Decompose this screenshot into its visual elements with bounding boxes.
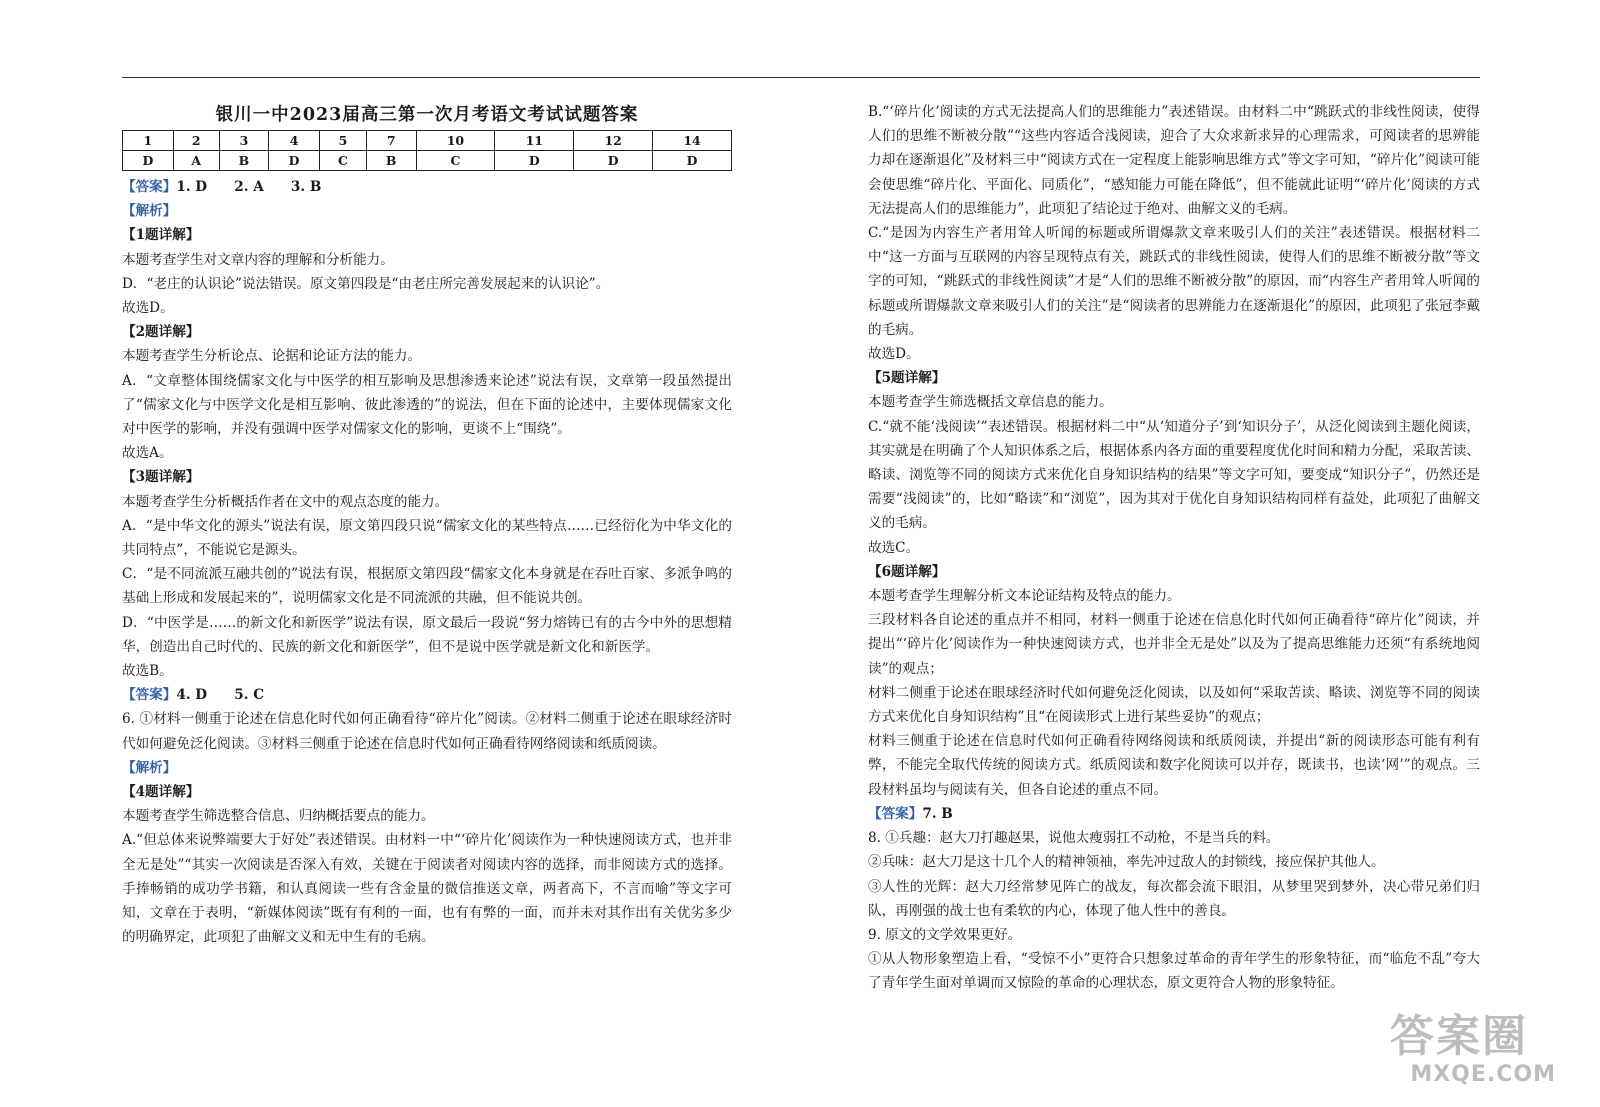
- page-title: 银川一中2023届高三第一次月考语文考试试题答案: [215, 105, 639, 125]
- question-number-cell: 5: [319, 131, 366, 151]
- body-paragraph: 故选C。: [868, 539, 920, 556]
- watermark-text: 答案圈: [1390, 1011, 1528, 1062]
- body-paragraph: 本题考查学生筛选整合信息、归纳概括要点的能力。: [122, 808, 435, 825]
- body-paragraph: A．“文章整体围绕儒家文化与中医学的相互影响及思想渗透来论述”说法有误，文章第一段虽然提出了“儒家文化与中医学文化是相互影响、彼此渗透的”的说法，但在下面的论述中，主要体现儒家文化对中医学的影响，并没有强调中医学对儒家文化的影响，更谈不上“围绕”。: [122, 372, 732, 438]
- question-heading: 【5题详解】: [868, 370, 946, 387]
- body-paragraph: 故选D。: [122, 300, 174, 317]
- body-paragraph: 本题考查学生对文章内容的理解和分析能力。: [122, 251, 394, 268]
- answer-cell: D: [653, 151, 732, 171]
- answer-cell: D: [269, 151, 320, 171]
- watermark-logo: [1390, 1011, 1560, 1091]
- section-tag-label: 【解析】: [122, 203, 177, 220]
- body-paragraph: ①从人物形象塑造上看，“受惊不小”更符合只想象过革命的青年学生的形象特征，而“临危不乱”夸大了青年学生面对单调而又惊险的革命的心理状态，原文更符合人物的形象特征。: [868, 951, 1480, 992]
- section-tag: [122, 175, 732, 199]
- left-column: [122, 100, 732, 950]
- answer-cell: C: [416, 151, 495, 171]
- top-rule: [122, 77, 1480, 78]
- section-tag: [868, 802, 1480, 826]
- body-paragraph: A．“是中华文化的源头”说法有误，原文第四段只说“儒家文化的某些特点……已经衍化为中华文化的共同特点”，不能说它是源头。: [122, 517, 732, 559]
- body-paragraph: 材料三侧重于论述在信息时代如何正确看待网络阅读和纸质阅读，并提出“新的阅读形态可能有利有弊，不能完全取代传统的阅读方式。纸质阅读和数字化阅读可以并存，既读书，也读‘网’”的观点。三段材料虽均与阅读有关，但各自论述的重点不同。: [868, 733, 1480, 798]
- body-paragraph: C.“就不能‘浅阅读’”表述错误。根据材料二中“从‘知道分子’到‘知识分子’，从泛化阅读到主题化阅读，其实就是在明确了个人知识体系之后，根据体系内各方面的重要程度优化时间和精力分配，采取苦读、略读、浏览等不同的阅读方式来优化自身知识结构的结果”等文字可知，要变成“知识分子”，仍然还是需要“浅阅读”的，比如“略读”和“浏览”，因为其对于优化自身知识结构同样有益处，此项犯了曲解文义的毛病。: [868, 418, 1480, 532]
- body-paragraph: ②兵味：赵大刀是这十几个人的精神领袖，率先冲过敌人的封锁线，接应保护其他人。: [868, 854, 1385, 871]
- question-number-cell: 4: [269, 131, 320, 151]
- body-paragraph: 8. ①兵趣：赵大刀打趣赵果，说他太瘦弱扛不动枪，不是当兵的料。: [868, 830, 1280, 847]
- body-paragraph: 故选D。: [868, 346, 920, 363]
- body-paragraph: 材料二侧重于论述在眼球经济时代如何避免泛化阅读，以及如何“采取苦读、略读、浏览等不同的阅读方式来优化自身知识结构”且“在阅读形式上进行某些妥协”的观点；: [868, 684, 1480, 726]
- answer-cell: D: [495, 151, 574, 171]
- body-paragraph: 9. 原文的文学效果更好。: [868, 926, 1022, 943]
- body-paragraph: D．“老庄的认识论”说法错误。原文第四段是“由老庄所完善发展起来的认识论”。: [122, 275, 610, 292]
- answer-table-answer-row: [123, 151, 732, 171]
- question-heading: 【4题详解】: [122, 784, 200, 801]
- section-tag: [122, 756, 732, 780]
- answer-table: [122, 130, 732, 171]
- answer-cell: A: [173, 151, 219, 171]
- body-paragraph: 本题考查学生分析概括作者在文中的观点态度的能力。: [122, 493, 449, 510]
- answer-summary: 1. D 2. A 3. B: [176, 179, 322, 195]
- body-paragraph: 本题考查学生分析论点、论据和论证方法的能力。: [122, 348, 422, 365]
- answer-summary: 4. D 5. C: [176, 687, 265, 704]
- right-column: [868, 100, 1480, 996]
- question-heading: 【1题详解】: [122, 227, 200, 244]
- body-paragraph: 本题考查学生理解分析文本论证结构及特点的能力。: [868, 588, 1181, 605]
- section-tag-label: 【答案】: [122, 179, 177, 195]
- question-number-cell: 2: [173, 131, 219, 151]
- question-number-cell: 3: [219, 131, 269, 151]
- answer-cell: D: [123, 151, 174, 171]
- body-paragraph: D．“中医学是……的新文化和新医学”说法有误，原文最后一段说“努力熔铸已有的古今中外的思想精华，创造出自己时代的、民族的新文化和新医学”，但不是说中医学就是新文化和新医学。: [122, 614, 732, 655]
- answer-summary: 7. B: [922, 805, 953, 822]
- section-tag-label: 【解析】: [122, 759, 177, 776]
- question-heading: 【3题详解】: [122, 469, 200, 486]
- right-body: [868, 100, 1480, 996]
- body-paragraph: B.“‘碎片化’阅读的方式无法提高人们的思维能力”表述错误。由材料二中“跳跃式的非线性阅读，使得人们的思维不断被分散”“这些内容适合浅阅读，迎合了大众求新求异的心理需求，可阅读者的思辨能力却在逐渐退化”及材料三中“阅读方式在一定程度上能影响思维方式”等文字可知，“碎片化”阅读可能会使思维“碎片化、平面化、同质化”，“感知能力可能在降低”，但不能就此证明“‘碎片化’阅读的方式无法提高人们的思维能力”，此项犯了结论过于绝对、曲解文义的毛病。: [868, 104, 1480, 217]
- body-paragraph: 三段材料各自论述的重点并不相同，材料一侧重于论述在信息化时代如何正确看待“碎片化”阅读，并提出“‘碎片化’阅读作为一种快速阅读方式，也并非全无是处”以及为了提高思维能力还须“有系统地阅读”的观点；: [868, 612, 1480, 677]
- question-number-cell: 1: [123, 131, 174, 151]
- body-paragraph: 故选A。: [122, 445, 173, 462]
- question-number-cell: 11: [495, 131, 574, 151]
- body-paragraph: A.“但总体来说弊端要大于好处”表述错误。由材料一中“‘碎片化’阅读作为一种快速阅读方式，也并非全无是处”“其实一次阅读是否深入有效，关键在于阅读者对阅读内容的选择，而非阅读方式的选择。手捧畅销的成功学书籍，和认真阅读一些有含金量的微信推送文章，两者高下，不言而喻”等文字可知，文章在于表明，“新媒体阅读”既有有利的一面，也有有弊的一面，而并未对其作出有关优劣多少的明确界定，此项犯了曲解文义和无中生有的毛病。: [122, 832, 732, 946]
- answer-cell: B: [219, 151, 269, 171]
- question-number-cell: 7: [366, 131, 416, 151]
- answer-table-number-row: [123, 131, 732, 151]
- question-heading: 【6题详解】: [868, 563, 946, 580]
- body-paragraph: ③人性的光辉：赵大刀经常梦见阵亡的战友，每次都会流下眼泪，从梦里哭到梦外，决心带兄弟们归队，再刚强的战士也有柔软的内心，体现了他人性中的善良。: [868, 878, 1480, 919]
- section-tag-label: 【答案】: [868, 805, 923, 822]
- body-paragraph: 故选B。: [122, 663, 173, 680]
- body-paragraph: C．“是不同流派互融共创的”说法有误，根据原文第四段“儒家文化本身就是在吞吐百家、多派争鸣的基础上形成和发展起来的”，说明儒家文化是不同流派的共融，但不能说共创。: [122, 566, 732, 607]
- body-paragraph: 6. ①材料一侧重于论述在信息化时代如何正确看待“碎片化”阅读。②材料二侧重于论述在眼球经济时代如何避免泛化阅读。③材料三侧重于论述在信息时代如何正确看待网络阅读和纸质阅读。: [122, 711, 732, 752]
- watermark-url: MXQE.COM: [1410, 1062, 1556, 1087]
- question-number-cell: 14: [653, 131, 732, 151]
- body-paragraph: C.“是因为内容生产者用耸人听闻的标题或所谓爆款文章来吸引人们的关注”表述错误。根据材料二中“这一方面与互联网的内容呈现特点有关，跳跃式的非线性阅读，使得人们的思维不断被分散”等文字的可知，“跳跃式的非线性阅读”才是“人们的思维不断被分散”的原因，而“内容生产者用耸人听闻的标题或所谓爆款文章来吸引人们的关注”是“阅读者的思辨能力在逐渐退化”的原因，此项犯了张冠李戴的毛病。: [868, 225, 1480, 338]
- section-tag: [122, 199, 732, 223]
- question-heading: 【2题详解】: [122, 324, 200, 341]
- question-number-cell: 10: [416, 131, 495, 151]
- answer-cell: C: [319, 151, 366, 171]
- answer-cell: B: [366, 151, 416, 171]
- section-tag: [122, 683, 732, 707]
- question-number-cell: 12: [574, 131, 653, 151]
- section-tag-label: 【答案】: [122, 687, 177, 704]
- body-paragraph: 本题考查学生筛选概括文章信息的能力。: [868, 394, 1113, 411]
- left-body: [122, 175, 732, 950]
- answer-cell: D: [574, 151, 653, 171]
